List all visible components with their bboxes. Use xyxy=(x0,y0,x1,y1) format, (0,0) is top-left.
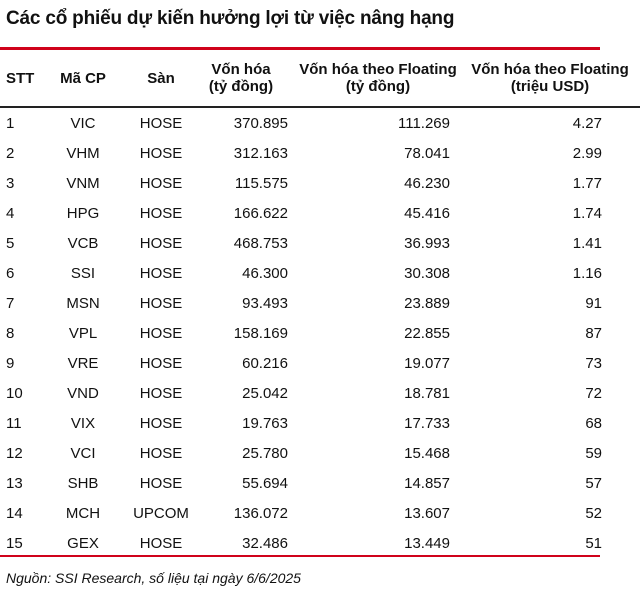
source-note: Nguồn: SSI Research, số liệu tại ngày 6/6/2025 xyxy=(6,570,301,586)
cell-floating-usd: 1.16 xyxy=(572,264,602,282)
cell-san: HOSE xyxy=(139,264,183,282)
cell-von-hoa: 60.216 xyxy=(242,354,288,372)
cell-von-hoa: 312.163 xyxy=(233,144,288,162)
cell-floating-usd: 73 xyxy=(585,354,602,372)
cell-floating: 13.449 xyxy=(404,534,450,552)
cell-floating-usd: 68 xyxy=(585,414,602,432)
cell-floating-usd: 87 xyxy=(585,324,602,342)
cell-floating-usd: 1.74 xyxy=(572,204,602,222)
cell-stt: 9 xyxy=(6,354,15,372)
cell-ma-cp: HPG xyxy=(66,204,100,222)
table-row xyxy=(0,228,640,258)
cell-ma-cp: VRE xyxy=(67,354,99,372)
cell-ma-cp: SSI xyxy=(70,264,96,282)
cell-san: HOSE xyxy=(139,114,183,132)
cell-stt: 3 xyxy=(6,174,15,192)
cell-floating-usd: 51 xyxy=(585,534,602,552)
cell-san: HOSE xyxy=(139,234,183,252)
cell-ma-cp: GEX xyxy=(67,534,99,552)
cell-stt: 12 xyxy=(6,444,23,462)
cell-stt: 14 xyxy=(6,504,23,522)
cell-san: HOSE xyxy=(139,534,183,552)
cell-floating: 14.857 xyxy=(404,474,450,492)
cell-von-hoa: 115.575 xyxy=(234,174,288,192)
cell-san: HOSE xyxy=(139,384,183,402)
cell-floating: 30.308 xyxy=(404,264,450,282)
cell-ma-cp: VNM xyxy=(66,174,100,192)
header-floating xyxy=(296,50,460,107)
cell-von-hoa: 25.780 xyxy=(242,444,288,462)
cell-von-hoa: 55.694 xyxy=(242,474,288,492)
header-floating-usd-line2: (triệu USD) xyxy=(510,78,590,95)
cell-von-hoa: 158.169 xyxy=(233,324,288,342)
cell-stt: 5 xyxy=(6,234,15,252)
cell-ma-cp: SHB xyxy=(67,474,99,492)
cell-ma-cp: VIX xyxy=(70,414,96,432)
header-floating-usd-line1: Vốn hóa theo Floating xyxy=(471,61,629,78)
table-row xyxy=(0,107,640,138)
table-row xyxy=(0,138,640,168)
table-title: Các cổ phiếu dự kiến hưởng lợi từ việc nâng hạng xyxy=(6,8,455,29)
cell-stt: 8 xyxy=(6,324,15,342)
cell-san: HOSE xyxy=(139,174,183,192)
stock-table xyxy=(0,50,640,558)
cell-floating-usd: 2.99 xyxy=(572,144,602,162)
cell-floating: 13.607 xyxy=(404,504,450,522)
cell-san: HOSE xyxy=(139,294,183,312)
cell-von-hoa: 32.486 xyxy=(242,534,288,552)
table-header xyxy=(0,50,640,107)
header-ma-cp: Mã CP xyxy=(38,50,128,107)
cell-floating: 15.468 xyxy=(404,444,450,462)
cell-floating-usd: 1.77 xyxy=(572,174,602,192)
cell-floating: 45.416 xyxy=(404,204,450,222)
cell-floating-usd: 72 xyxy=(585,384,602,402)
header-von-hoa xyxy=(194,50,296,107)
cell-von-hoa: 19.763 xyxy=(242,414,288,432)
cell-von-hoa: 93.493 xyxy=(242,294,288,312)
bottom-divider xyxy=(0,555,600,557)
cell-ma-cp: VIC xyxy=(70,114,96,132)
cell-ma-cp: VHM xyxy=(66,144,100,162)
cell-floating-usd: 1.41 xyxy=(572,234,602,252)
cell-stt: 6 xyxy=(6,264,15,282)
table-row xyxy=(0,438,640,468)
header-floating-line1: Vốn hóa theo Floating xyxy=(299,61,457,78)
table-row xyxy=(0,378,640,408)
cell-san: HOSE xyxy=(139,444,183,462)
cell-von-hoa: 468.753 xyxy=(233,234,288,252)
table-row xyxy=(0,318,640,348)
cell-floating: 111.269 xyxy=(398,114,450,132)
cell-san: HOSE xyxy=(139,204,183,222)
table-row xyxy=(0,288,640,318)
cell-san: HOSE xyxy=(139,324,183,342)
table-row xyxy=(0,528,640,558)
table-row xyxy=(0,468,640,498)
table-row xyxy=(0,408,640,438)
cell-floating: 17.733 xyxy=(404,414,450,432)
table-body xyxy=(0,107,640,558)
cell-von-hoa: 25.042 xyxy=(242,384,288,402)
cell-floating: 36.993 xyxy=(404,234,450,252)
cell-stt: 10 xyxy=(6,384,23,402)
cell-stt: 11 xyxy=(6,414,22,432)
table-row xyxy=(0,168,640,198)
cell-san: HOSE xyxy=(139,414,183,432)
cell-stt: 15 xyxy=(6,534,23,552)
header-floating-line2: (tỷ đồng) xyxy=(345,78,411,95)
cell-floating: 46.230 xyxy=(404,174,450,192)
table-row xyxy=(0,498,640,528)
cell-floating-usd: 57 xyxy=(585,474,602,492)
cell-von-hoa: 46.300 xyxy=(242,264,288,282)
cell-stt: 7 xyxy=(6,294,15,312)
cell-floating: 18.781 xyxy=(404,384,450,402)
table-row xyxy=(0,348,640,378)
cell-floating: 19.077 xyxy=(404,354,450,372)
cell-von-hoa: 370.895 xyxy=(233,114,288,132)
cell-ma-cp: VCB xyxy=(67,234,99,252)
cell-floating: 23.889 xyxy=(404,294,450,312)
cell-san: HOSE xyxy=(139,144,183,162)
cell-ma-cp: VCI xyxy=(70,444,96,462)
cell-ma-cp: MSN xyxy=(66,294,100,312)
header-san: Sàn xyxy=(128,50,194,107)
table-row xyxy=(0,258,640,288)
cell-san: HOSE xyxy=(139,474,183,492)
cell-ma-cp: MCH xyxy=(65,504,101,522)
cell-floating: 22.855 xyxy=(404,324,450,342)
cell-stt: 1 xyxy=(6,114,15,132)
cell-san: UPCOM xyxy=(133,504,189,522)
cell-floating-usd: 52 xyxy=(585,504,602,522)
table-row xyxy=(0,198,640,228)
cell-floating-usd: 91 xyxy=(585,294,602,312)
header-von-hoa-line2: (tỷ đồng) xyxy=(208,78,274,95)
cell-ma-cp: VPL xyxy=(68,324,98,342)
header-floating-usd xyxy=(460,50,640,107)
cell-stt: 13 xyxy=(6,474,23,492)
header-von-hoa-line1: Vốn hóa xyxy=(211,61,271,78)
stock-table-container xyxy=(0,50,629,555)
cell-von-hoa: 136.072 xyxy=(233,504,288,522)
cell-floating-usd: 59 xyxy=(585,444,602,462)
cell-san: HOSE xyxy=(139,354,183,372)
cell-von-hoa: 166.622 xyxy=(233,204,288,222)
cell-ma-cp: VND xyxy=(67,384,99,402)
header-row xyxy=(0,50,640,107)
header-stt: STT xyxy=(0,50,38,107)
cell-floating-usd: 4.27 xyxy=(572,114,602,132)
cell-stt: 2 xyxy=(6,144,15,162)
cell-stt: 4 xyxy=(6,204,15,222)
cell-floating: 78.041 xyxy=(404,144,450,162)
